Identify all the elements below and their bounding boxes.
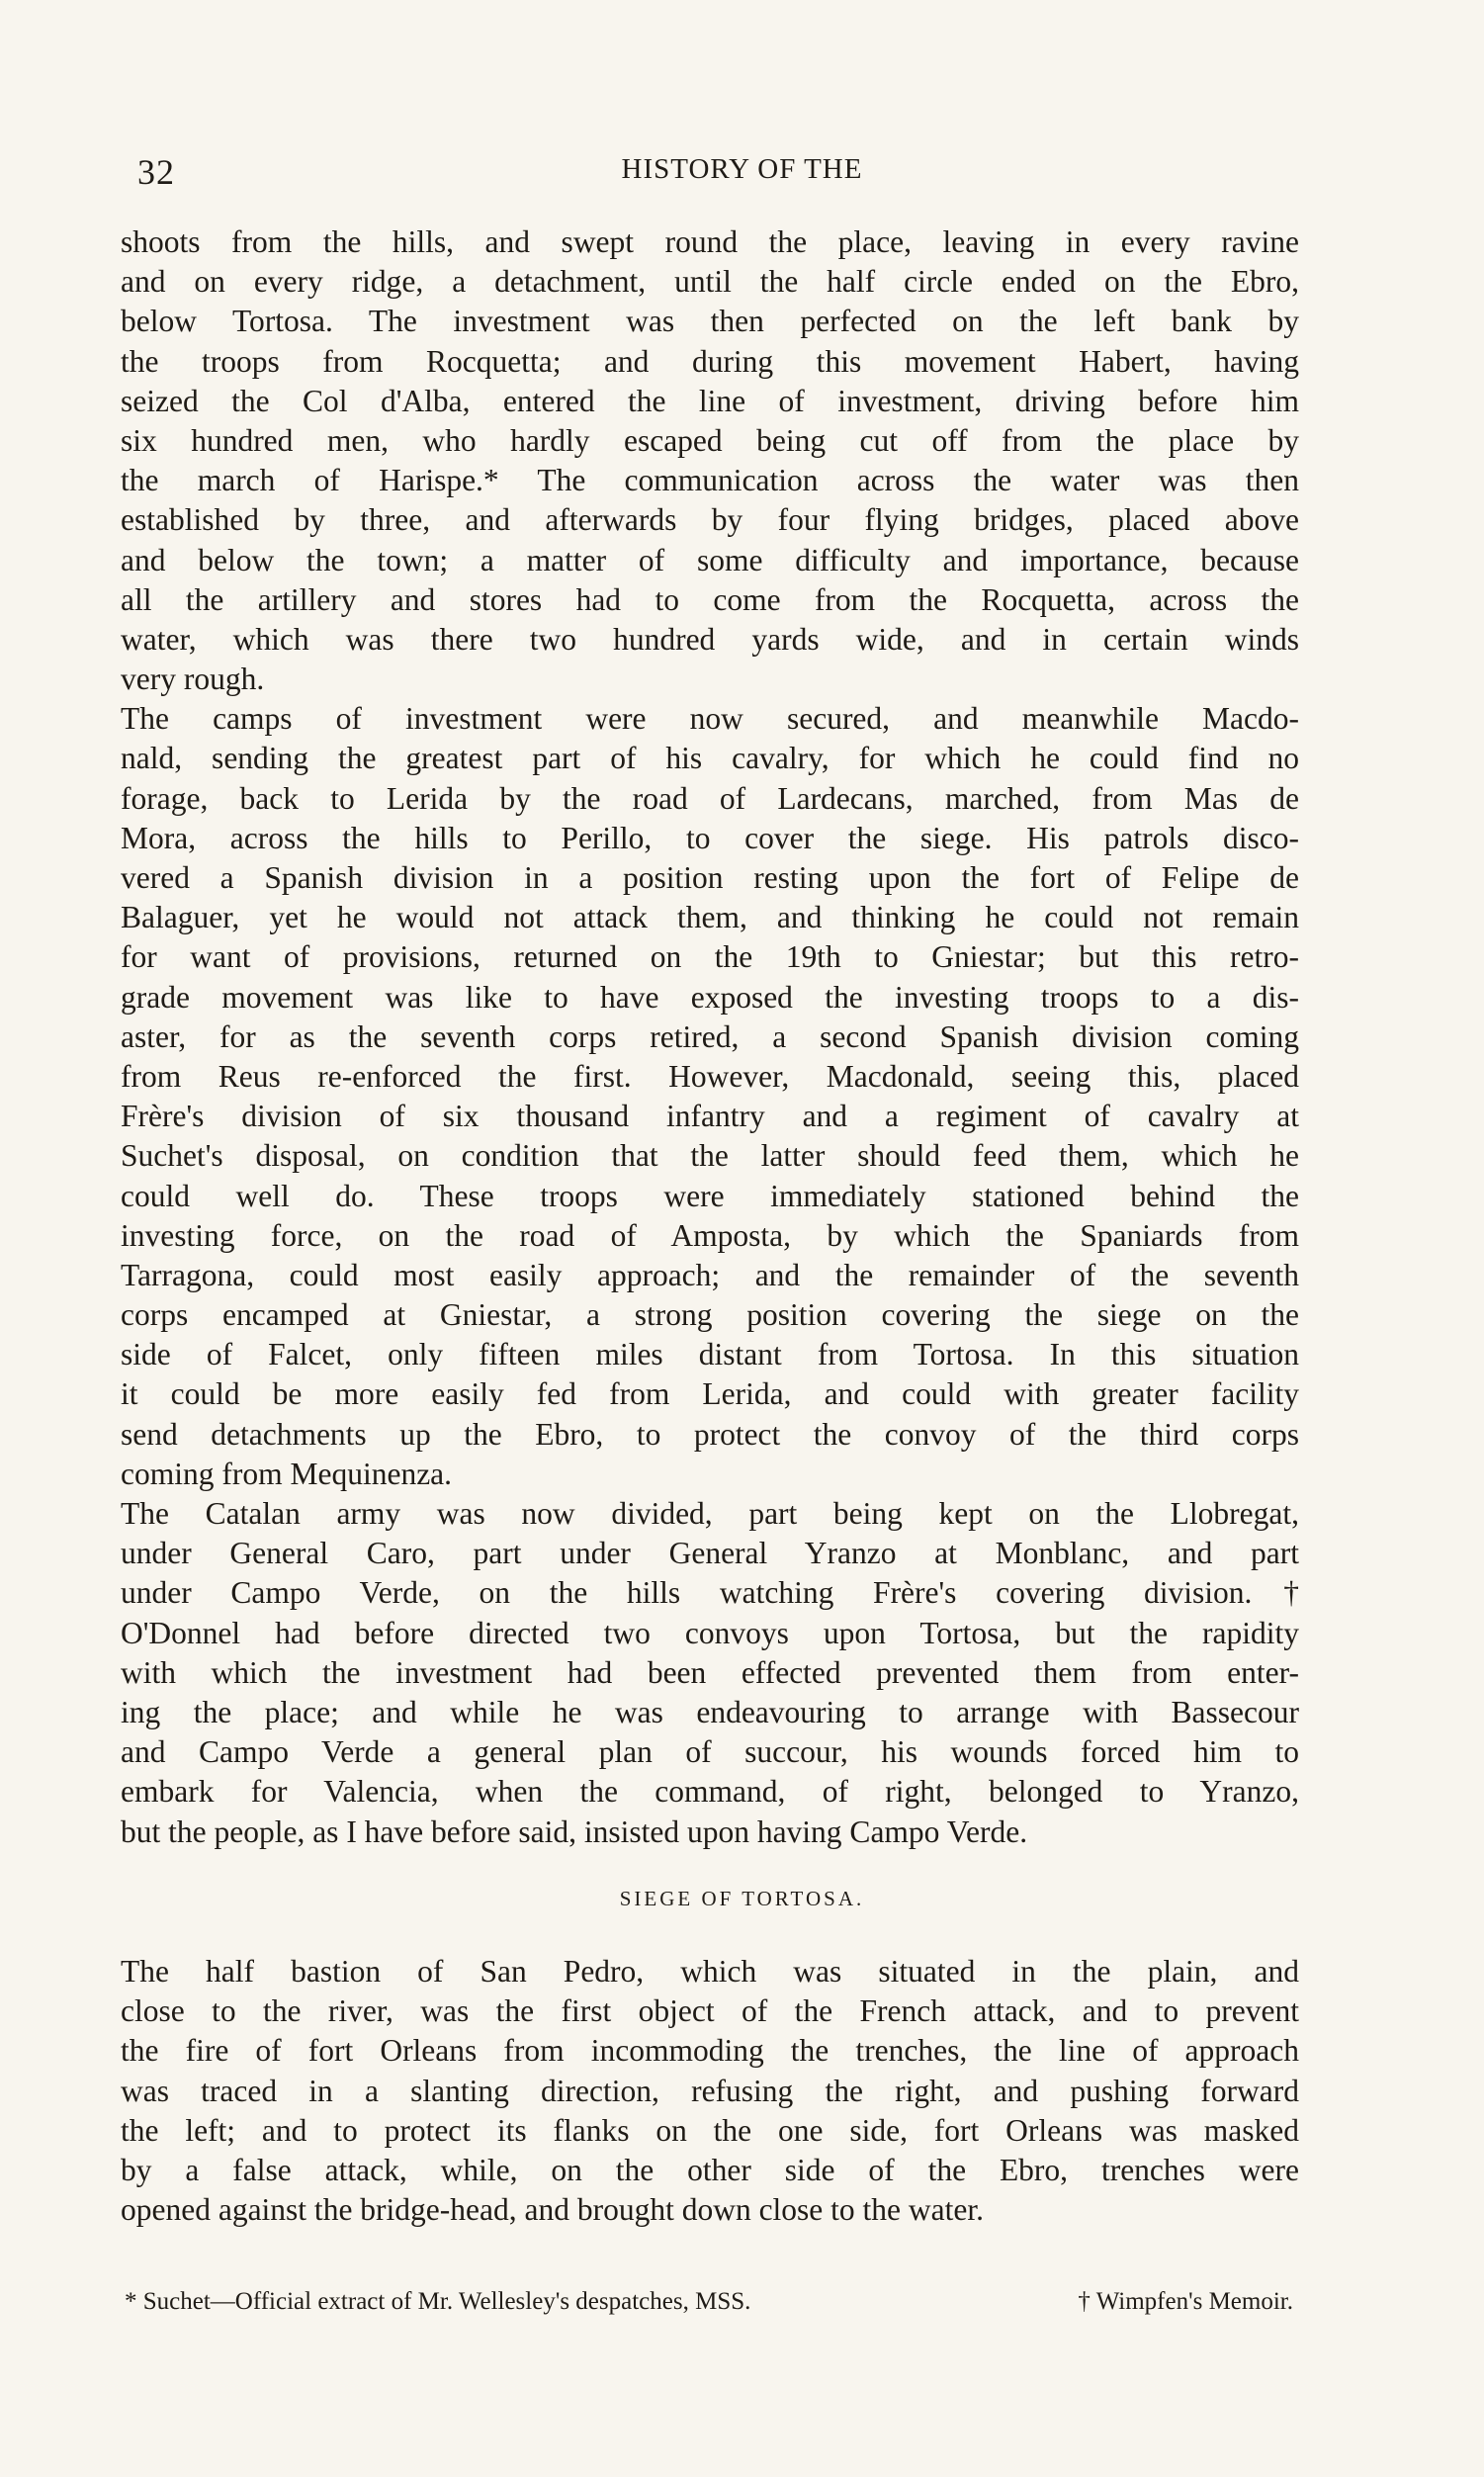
text-line: opened against the bridge-head, and brought down close to the water. [121,2192,984,2228]
footnote-right: † Wimpfen's Memoir. [1078,2288,1293,2315]
text-line: O'Donnel had before directed two convoys upon Tortosa, but the rapidity [121,1615,1299,1650]
text-line: investing force, on the road of Amposta, by which the Spaniards from [121,1217,1299,1253]
text-line: The camps of investment were now secured, and meanwhile Macdo- [121,701,1299,737]
text-line: and below the town; a matter of some difficulty and importance, because [121,542,1299,577]
page-number: 32 [137,152,175,192]
text-line: and on every ridge, a detachment, until the half circle ended on the Ebro, [121,264,1299,300]
text-line: all the artillery and stores had to come from the Rocquetta, across the [121,581,1299,617]
text-line: the fire of fort Orleans from incommoding the trenches, the line of approach [121,2033,1299,2069]
text-line: was traced in a slanting direction, refusing the right, and pushing forward [121,2073,1299,2108]
text-line: embark for Valencia, when the command, of right, belonged to Yranzo, [121,1774,1299,1810]
text-line: Tarragona, could most easily approach; and the remainder of the seventh [121,1257,1299,1292]
text-line: and Campo Verde a general plan of succour, his wounds forced him to [121,1734,1299,1770]
text-line: forage, back to Lerida by the road of Lardecans, marched, from Mas de [121,780,1299,816]
text-line: seized the Col d'Alba, entered the line of investment, driving before him [121,383,1299,418]
text-line: Mora, across the hills to Perillo, to cover the siege. His patrols disco- [121,820,1299,855]
text-line: for want of provisions, returned on the 19th to Gniestar; but this retro- [121,939,1299,975]
text-line: The half bastion of San Pedro, which was situated in the plain, and [121,1954,1299,1989]
text-line: established by three, and afterwards by four flying bridges, placed above [121,502,1299,538]
text-line: but the people, as I have before said, insisted upon having Campo Verde. [121,1814,1028,1849]
text-line: it could be more easily fed from Lerida, and could with greater facility [121,1376,1299,1412]
text-line: ing the place; and while he was endeavouring to arrange with Bassecour [121,1694,1299,1729]
text-line: by a false attack, while, on the other side of the Ebro, trenches were [121,2152,1299,2187]
text-line: vered a Spanish division in a position resting upon the fort of Felipe de [121,860,1299,895]
text-line: aster, for as the seventh corps retired, a second Spanish division coming [121,1018,1299,1054]
running-head: HISTORY OF THE [621,153,863,185]
text-line: send detachments up the Ebro, to protect the convoy of the third corps [121,1416,1299,1452]
text-line: close to the river, was the first object of the French attack, and to prevent [121,1993,1299,2029]
text-line: the troops from Rocquetta; and during this movement Habert, having [121,343,1299,379]
text-line: could well do. These troops were immediately stationed behind the [121,1178,1299,1213]
footnote-left: * Suchet—Official extract of Mr. Wellesley's despatches, MSS. [125,2288,751,2315]
text-line: nald, sending the greatest part of his cavalry, for which he could find no [121,741,1299,776]
text-line: side of Falcet, only fifteen miles distant from Tortosa. In this situation [121,1337,1299,1372]
text-line: very rough. [121,662,265,697]
text-line: The Catalan army was now divided, part being kept on the Llobregat, [121,1496,1299,1531]
text-line: shoots from the hills, and swept round the place, leaving in every ravine [121,224,1299,259]
text-line: the left; and to protect its flanks on the one side, fort Orleans was masked [121,2112,1299,2148]
text-line: coming from Mequinenza. [121,1456,453,1491]
text-line: with which the investment had been effected prevented them from enter- [121,1654,1299,1690]
text-line: water, which was there two hundred yards wide, and in certain winds [121,621,1299,657]
text-line: under Campo Verde, on the hills watching Frère's covering division.† [121,1575,1299,1611]
text-line: the march of Harispe.* The communication across the water was then [121,463,1299,498]
footnotes [125,2288,1293,2316]
section-text [121,1952,1299,2230]
text-line: corps encamped at Gniestar, a strong position covering the siege on the [121,1297,1299,1333]
text-line: grade movement was like to have exposed the investing troops to a dis- [121,979,1299,1015]
text-line: Suchet's disposal, on condition that the latter should feed them, which he [121,1138,1299,1174]
text-line: Frère's division of six thousand infantry and a regiment of cavalry at [121,1099,1299,1134]
text-line: below Tortosa. The investment was then perfected on the left bank by [121,304,1299,339]
text-line: from Reus re-enforced the first. However, Macdonald, seeing this, placed [121,1058,1299,1094]
body-text [121,222,1299,1852]
section-heading: SIEGE OF TORTOSA. [619,1887,865,1910]
text-line: Balaguer, yet he would not attack them, and thinking he could not remain [121,900,1299,935]
text-line: six hundred men, who hardly escaped being cut off from the place by [121,422,1299,458]
text-line: under General Caro, part under General Yranzo at Monblanc, and part [121,1536,1299,1571]
